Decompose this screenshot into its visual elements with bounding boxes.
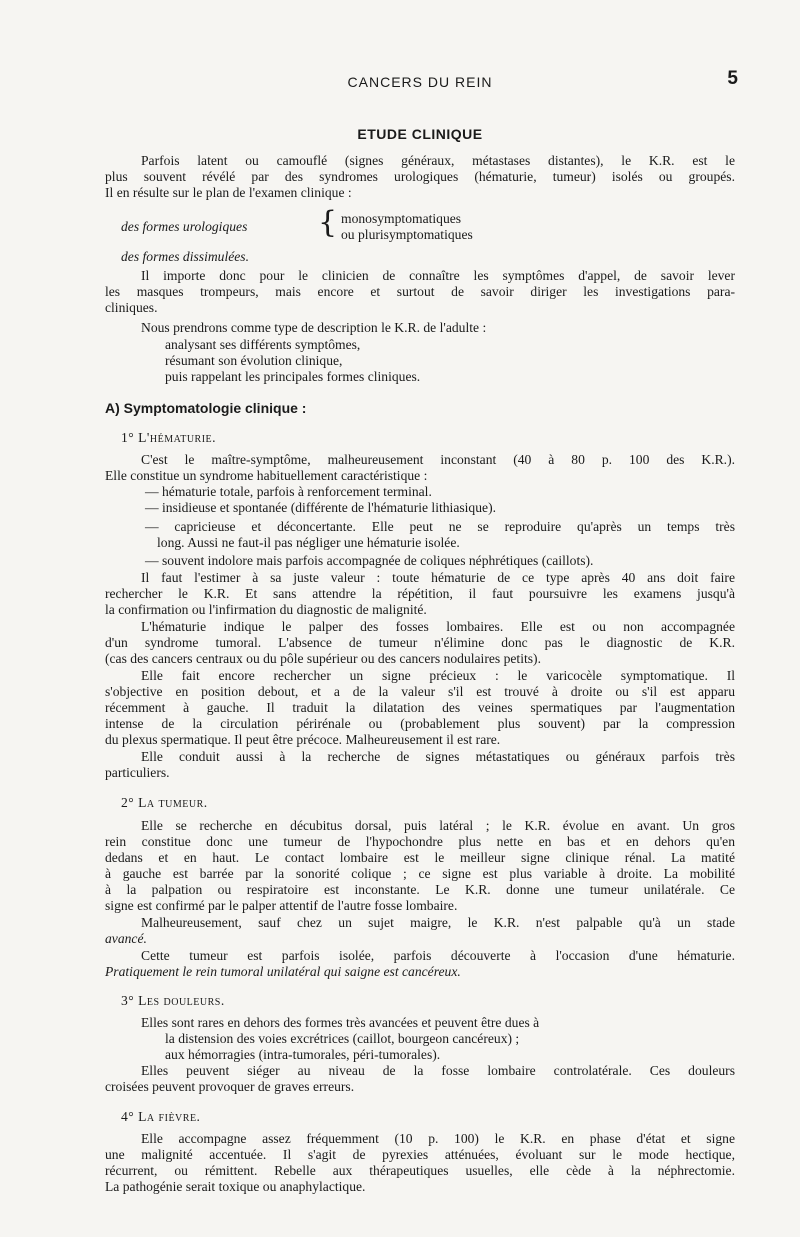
text-line: d'un syndrome tumoral. L'absence de tumeur n'élimine donc pas le diagnostic de K.R.	[105, 635, 735, 650]
text-line: récurrent, ou rémittent. Rebelle aux thérapeutiques usuelles, elle cède à la néphrectomie.	[105, 1163, 735, 1178]
text-line: Pratiquement le rein tumoral unilatéral qui saigne est cancéreux.	[105, 964, 461, 979]
text-line: — insidieuse et spontanée (différente de l'hématurie lithiasique).	[145, 500, 496, 515]
text-line: cliniques.	[105, 300, 158, 315]
text-line: Elles peuvent siéger au niveau de la fosse lombaire controlatérale. Ces douleurs	[141, 1063, 735, 1078]
mono-label: monosymptomatiques	[341, 211, 462, 226]
text-line: Il importe donc pour le clinicien de connaître les symptômes d'appel, de savoir lever	[141, 268, 735, 283]
text-line: Cette tumeur est parfois isolée, parfois découverte à l'occasion d'une hématurie.	[141, 948, 735, 963]
text-line: s'objective en position debout, et a de la valeur s'il est trouvé à droite ou s'il est apparu	[105, 684, 735, 699]
text-line: récemment à gauche. Il traduit la dilatation des veines spermatiques par l'augmentation	[105, 700, 735, 715]
text-line: analysant ses différents symptômes,	[165, 337, 361, 352]
text-line: Il en résulte sur le plan de l'examen clinique :	[105, 185, 352, 200]
text-line: plus souvent révélé par des syndromes urologiques (hématurie, tumeur) isolés ou groupés.	[105, 169, 735, 184]
text-line: aux hémorragies (intra-tumorales, péri-tumorales).	[165, 1047, 441, 1062]
text-line: Elle se recherche en décubitus dorsal, puis latéral ; le K.R. évolue en avant. Un gros	[141, 818, 735, 833]
text-line: Il faut l'estimer à sa juste valeur : toute hématurie de ce type après 40 ans doit faire	[141, 570, 735, 585]
running-title: CANCERS DU REIN	[347, 74, 493, 90]
text-line: — capricieuse et déconcertante. Elle peut ne se reproduire qu'après un temps très	[145, 519, 735, 534]
text-line: rechercher le K.R. Et sans attendre la répétition, il faut poursuivre les examens jusqu'à	[105, 586, 735, 601]
text-line: C'est le maître-symptôme, malheureusement inconstant (40 à 80 p. 100 des K.R.).	[141, 452, 735, 467]
text-line: Parfois latent ou camouflé (signes généraux, métastases distantes), le K.R. est le	[141, 153, 735, 168]
section-title: ETUDE CLINIQUE	[357, 126, 483, 142]
text-line: croisées peuvent provoquer de graves erreurs.	[105, 1079, 355, 1094]
text-line: Elle fait encore rechercher un signe précieux : le varicocèle symptomatique. Il	[141, 668, 735, 683]
text-line: signe est confirmé par le palper attentif de l'autre fosse lombaire.	[105, 898, 458, 913]
text-line: à la palpation ou respiratoire est inconstante. Le K.R. donne une tumeur unilatérale. Ce	[105, 882, 735, 897]
hematuria-heading: 1° L'hématurie.	[121, 430, 217, 445]
fever-heading: 4° La fièvre.	[121, 1109, 201, 1124]
text-line: rein constitue donc une tumeur de l'hypochondre plus nette en bas et en dehors qu'en	[105, 834, 735, 849]
text-line: une malignité accentuée. Il s'agit de pyrexies atténuées, évoluant sur le mode hectique,	[105, 1147, 735, 1162]
subsection-heading: A) Symptomatologie clinique :	[105, 400, 307, 416]
text-line: avancé.	[105, 931, 147, 946]
text-line: Malheureusement, sauf chez un sujet maigre, le K.R. n'est palpable qu'à un stade	[141, 915, 735, 930]
brace-symbol: {	[318, 205, 338, 240]
text-line: Elle accompagne assez fréquemment (10 p. 100) le K.R. en phase d'état et signe	[141, 1131, 735, 1146]
tumor-heading: 2° La tumeur.	[121, 795, 208, 810]
text-line: la distension des voies excrétrices (caillot, bourgeon cancéreux) ;	[165, 1031, 520, 1046]
running-head	[0, 68, 800, 92]
text-line: intense de la circulation périrénale ou (probablement plus souvent) par la compression	[105, 716, 735, 731]
text-line: Elles sont rares en dehors des formes très avancées et peuvent être dues à	[141, 1015, 540, 1030]
text-line: La pathogénie serait toxique ou anaphylactique.	[105, 1179, 366, 1194]
text-line: la confirmation ou l'infirmation du diagnostic de malignité.	[105, 602, 427, 617]
urological-forms-label: des formes urologiques	[121, 219, 248, 234]
hidden-forms-label: des formes dissimulées.	[121, 249, 249, 264]
text-line: Elle constitue un syndrome habituellement caractéristique :	[105, 468, 428, 483]
text-line: du plexus spermatique. Il peut être précoce. Malheureusement il est rare.	[105, 732, 501, 747]
text-line: puis rappelant les principales formes cliniques.	[165, 369, 421, 384]
text-line: Elle conduit aussi à la recherche de signes métastatiques ou généraux parfois très	[141, 749, 735, 764]
text-line: à gauche est barrée par la sonorité colique ; ce signe est plus variable à droite. La mobilité	[105, 866, 735, 881]
text-line: — hématurie totale, parfois à renforcement terminal.	[145, 484, 432, 499]
pain-heading: 3° Les douleurs.	[121, 993, 225, 1008]
pluri-label: ou plurisymptomatiques	[341, 227, 473, 242]
page-number: 5	[727, 68, 738, 89]
text-line: les masques trompeurs, mais encore et surtout de savoir diriger les investigations para-	[105, 284, 735, 299]
text-line: dedans et en haut. Le contact lombaire est le meilleur signe clinique rénal. La matité	[105, 850, 735, 865]
text-line: — souvent indolore mais parfois accompagnée de coliques néphrétiques (caillots).	[145, 553, 594, 568]
text-line: (cas des cancers centraux ou du pôle supérieur ou des cancers nodulaires petits).	[105, 651, 541, 666]
text-line: L'hématurie indique le palper des fosses lombaires. Elle est ou non accompagnée	[141, 619, 735, 634]
text-line: long. Aussi ne faut-il pas négliger une hématurie isolée.	[157, 535, 460, 550]
text-line: particuliers.	[105, 765, 170, 780]
text-line: résumant son évolution clinique,	[165, 353, 343, 368]
text-line: Nous prendrons comme type de description le K.R. de l'adulte :	[141, 320, 487, 335]
